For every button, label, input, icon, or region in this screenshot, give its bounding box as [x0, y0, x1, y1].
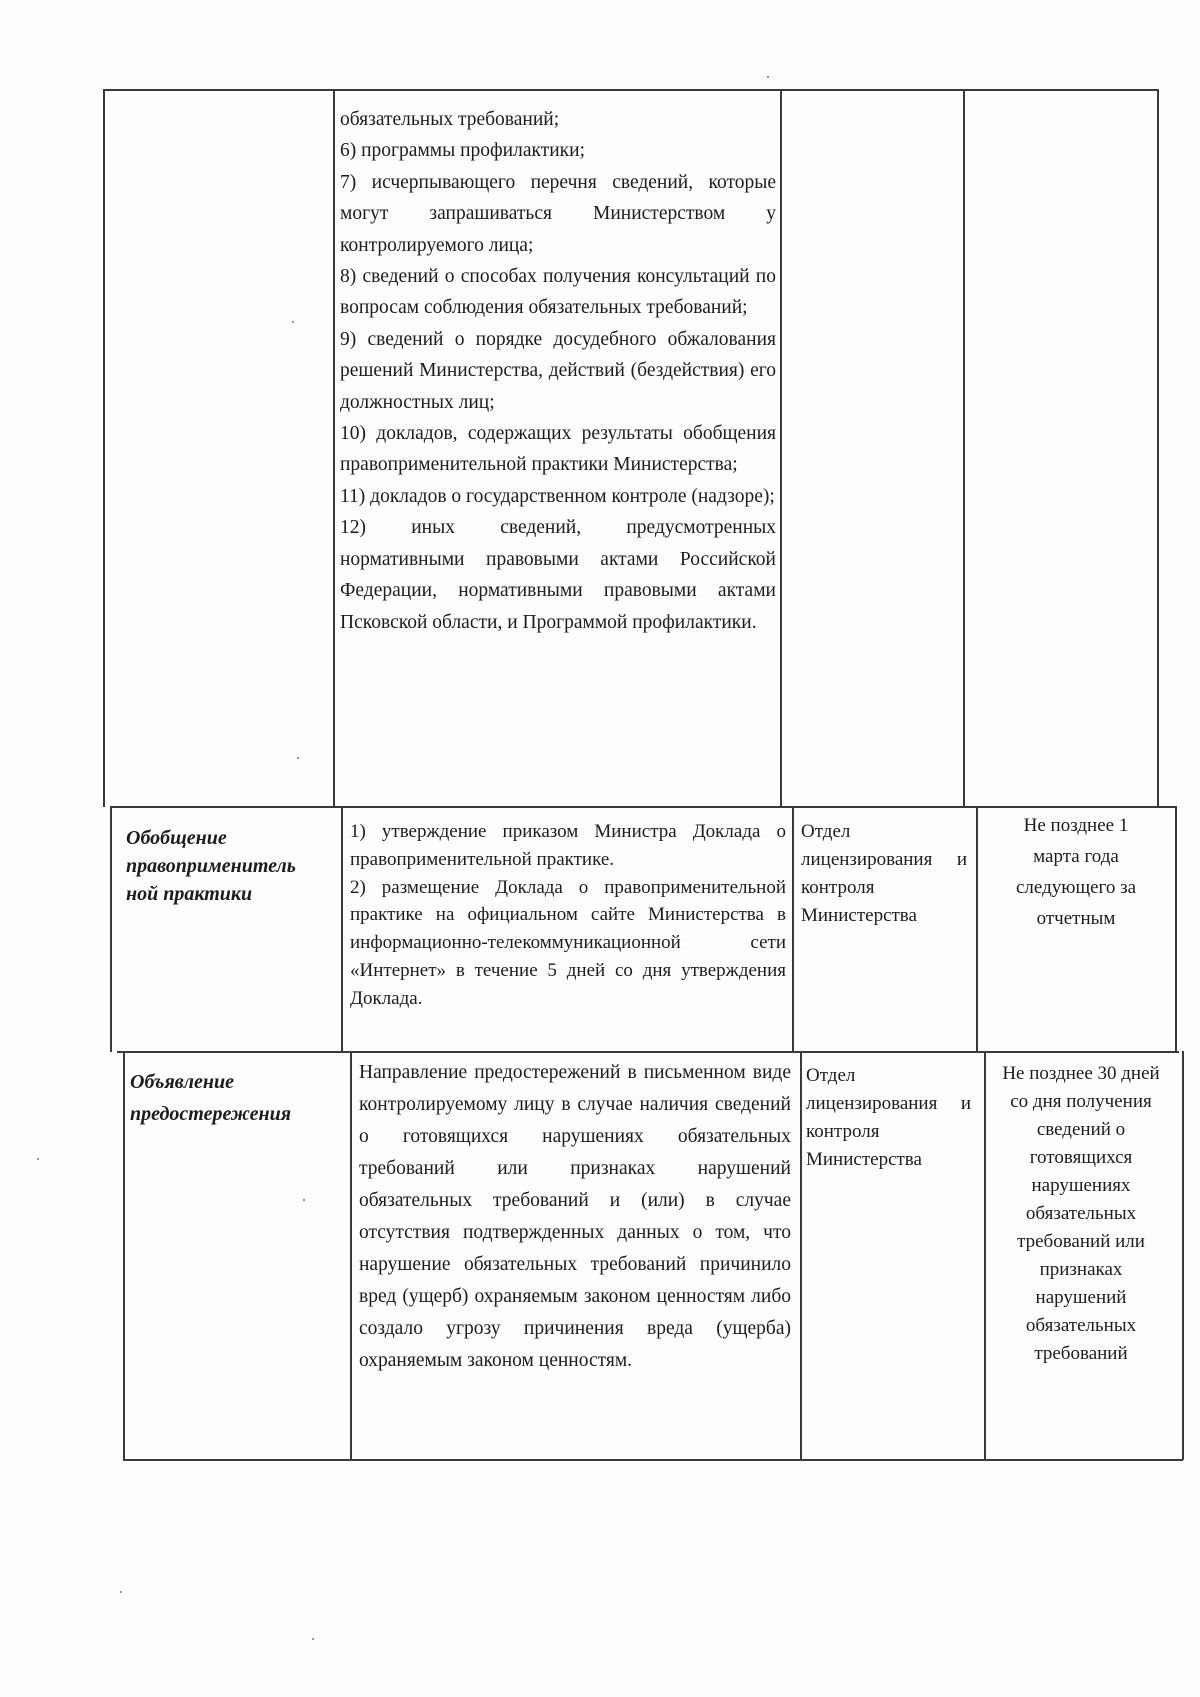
list-item: 12) иных сведений, предусмотренных нормативными правовыми актами Российской Федерации, нормативными правовыми актами Псковской области, и Программой профилактики.: [340, 517, 776, 633]
scan-speck: [303, 1199, 305, 1201]
row2-responsible: Отдел лицензирования и контроля Министерства: [801, 821, 967, 926]
list-item: 9) сведений о порядке досудебного обжалования решений Министерства, действий (бездействия) его должностных лиц;: [340, 328, 776, 413]
row1-measures-list: [340, 104, 776, 638]
list-item: 11) докладов о государственном контроле (надзоре);: [340, 485, 775, 507]
row3-title: Объявление предостережения: [130, 1071, 292, 1125]
list-item: 7) исчерпывающего перечня сведений, которые могут запрашиваться Министерством у контролируемого лица;: [340, 171, 776, 256]
row3-responsible: Отдел лицензирования и контроля Министерства: [806, 1065, 971, 1170]
row3-description: Направление предостережений в письменном виде контролируемому лицу в случае наличия сведений о готовящихся нарушениях обязательных требований или признаках нарушений обязательных требований и (или) в случае отсутствия подтвержденных данных о том, что нарушение обязательных требований причинило вред (ущерб) охраняемым законом ценностям либо создало угрозу причинения вреда (ущерба) охраняемым законом ценностям.: [359, 1062, 791, 1371]
scan-speck: [767, 76, 769, 78]
row2-steps-cell: [350, 818, 786, 1013]
row2-title: Обобщение правоприменитель ной практики: [126, 827, 296, 905]
scan-speck: [312, 1638, 314, 1640]
list-item: обязательных требований;: [340, 109, 560, 130]
scan-speck: [120, 1591, 122, 1593]
row2-deadline: Не позднее 1 марта года следующего за отчетным: [1015, 815, 1137, 929]
row2-step: 2) размещение Доклада о правоприменительной практике на официальном сайте Министерства в информационно-телекоммуникационной сети «Интернет» в течение 5 дней со дня утверждения Доклада.: [350, 876, 786, 1009]
list-item: 6) программы профилактики;: [340, 140, 586, 162]
row3-deadline: Не позднее 30 дней со дня получения сведений о готовящихся нарушениях обязательных требований или признаках нарушений обязательных требований: [1002, 1063, 1160, 1364]
list-item: 8) сведений о способах получения консультаций по вопросам соблюдения обязательных требований;: [340, 266, 776, 319]
scan-speck: [292, 321, 294, 323]
row1-measures-cell: [340, 104, 776, 638]
row2-step: 1) утверждение приказом Министра Доклада о правоприменительной практике.: [350, 821, 786, 870]
list-item: 10) докладов, содержащих результаты обобщения правоприменительной практики Министерства;: [340, 423, 776, 476]
scan-speck: [297, 757, 299, 759]
scan-speck: [37, 1158, 39, 1160]
